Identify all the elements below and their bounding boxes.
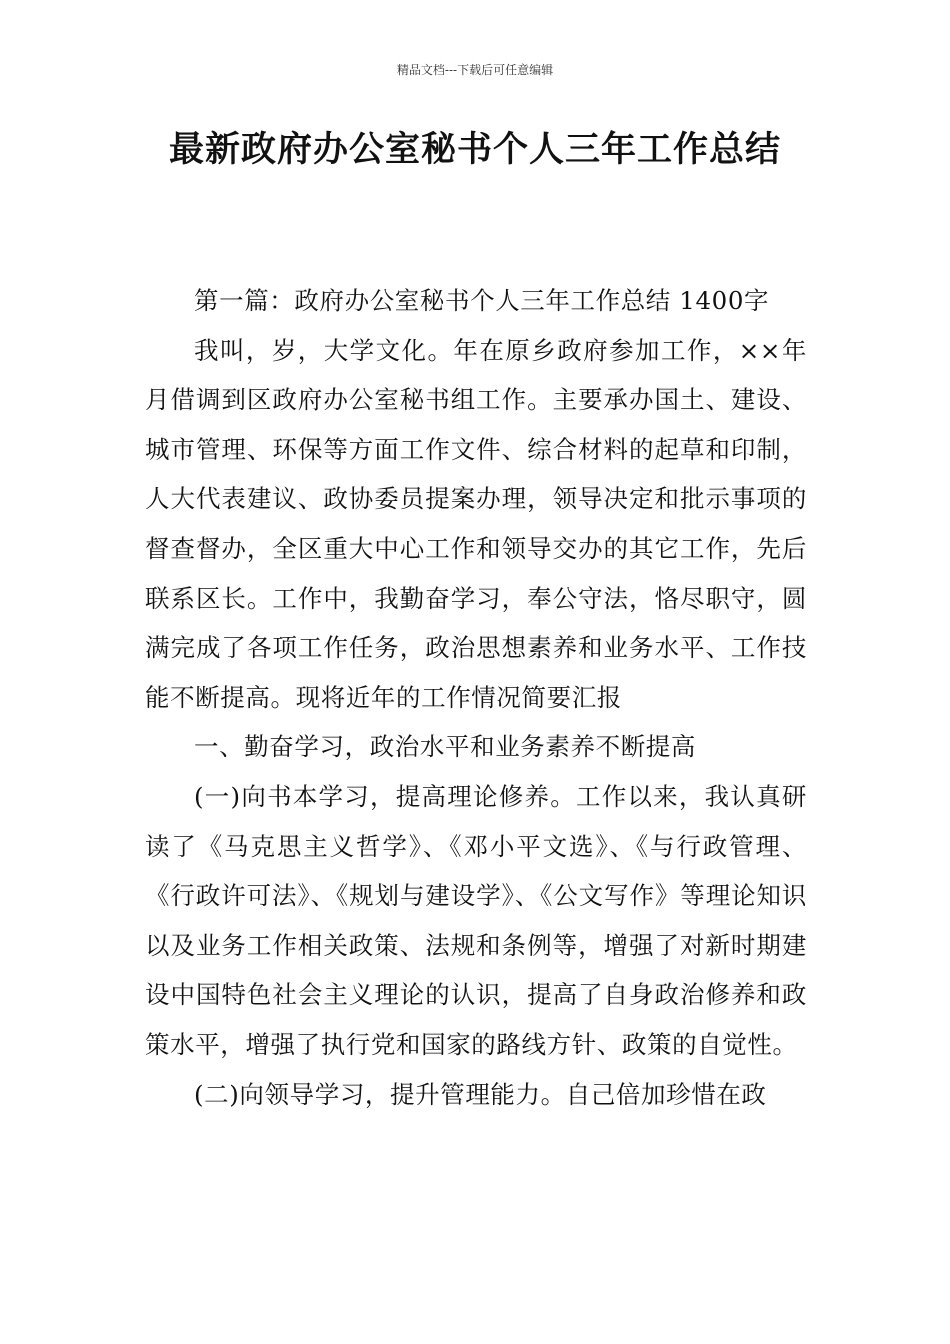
header-note: 精品文档---下载后可任意编辑 (396, 63, 554, 77)
body-paragraph: 我叫，岁，大学文化。年在原乡政府参加工作，××年月借调到区政府办公室秘书组工作。主要承办国土、建设、城市管理、环保等方面工作文件、综合材料的起草和印制，人大代表建议、政协委员提案办理，领导决定和批示事项的督查督办，全区重大中心工作和领导交办的其它工作，先后联系区长。工作中，我勤奋学习，奉公守法，恪尽职守，圆满完成了各项工作任务，政治思想素养和业务水平、工作技 能不断提高。现将近年的工作情况简要汇报 (145, 335, 807, 712)
body-paragraph: (一)向书本学习，提高理论修养。工作以来，我认真研读了《马克思主义哲学》、《邓小平文选》、《与行政管理、《行政许可法》、《规划与建设学》、《公文写作》等理论知识以及业务工作相关政策、法规和条例等，增强了对新时期建设中国特色社会主义理论的认识，提高了自身政治修养和政策水平，增强了执行党和国家的路线方针、政策的自觉性。 (145, 781, 807, 1059)
section-heading: 第一篇：政府办公室秘书个人三年工作总结 1400字 (194, 286, 770, 315)
document-body (145, 276, 807, 1119)
body-paragraph: (二)向领导学习，提升管理能力。自己倍加珍惜在政 (194, 1079, 767, 1109)
section-heading: 一、勤奋学习，政治水平和业务素养不断提高 (194, 732, 696, 762)
document-title: 最新政府办公室秘书个人三年工作总结 (168, 130, 781, 170)
